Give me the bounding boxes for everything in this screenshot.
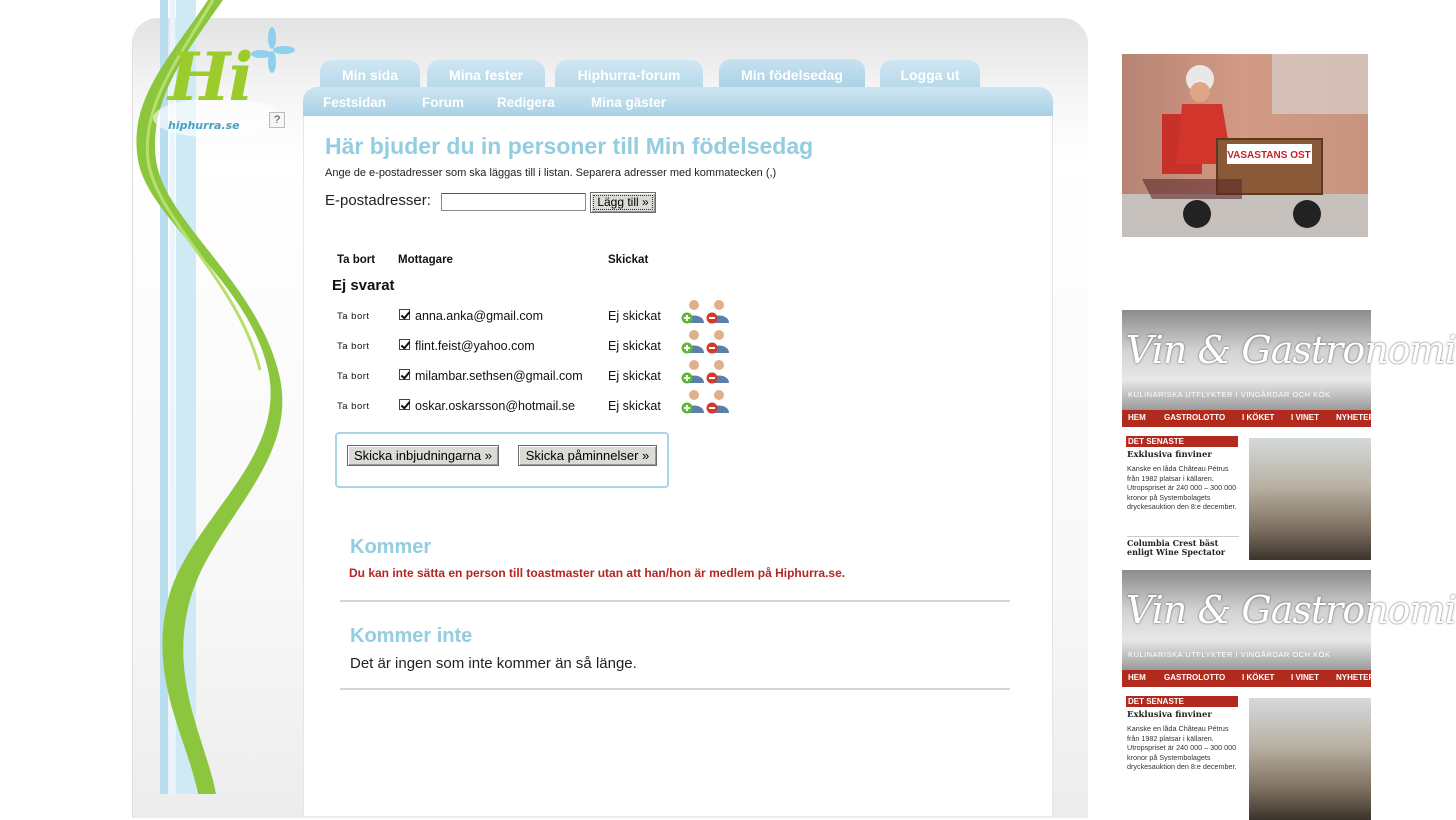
ad-vin-photo [1249,698,1371,820]
ad-vin-tagline: KULINARISKA UTFLYKTER I VINGÅRDAR OCH KÖK [1128,650,1331,659]
ad-vin-news-body: Kanske en låda Château Pétrus från 1982 platsar i källaren. Utropspriset är 240 000 – 300 000 kronor på Systembolagets dryckesauktion den 8:e december. [1127,464,1237,512]
ad-vin-nav [1122,670,1375,687]
tab-min-sida[interactable]: Min sida [320,60,420,88]
sent-status: Ej skickat [608,339,661,353]
header-sent: Skickat [608,254,649,266]
scooter-sign-text: VASASTANS OST [1227,150,1311,161]
header-recipient: Mottagare [398,254,453,266]
table-row [330,302,750,332]
ad-vin-news-head: DET SENASTE [1126,696,1238,707]
ad-vin-news-title[interactable]: Exklusiva finviner [1127,450,1212,460]
header-remove: Ta bort [337,254,376,266]
divider [340,600,1010,602]
intro-text: Ange de e-postadresser som ska läggas till i listan. Separera adresser med kommatecken (,) [325,167,777,179]
subtab-mina-gaster[interactable]: Mina gäster [591,95,667,110]
email-label: E-postadresser: [325,192,431,209]
subtab-festsidan[interactable]: Festsidan [323,95,387,110]
logo[interactable]: Hi [168,38,252,116]
ad-vin-nav-item[interactable]: NYHETER [1336,673,1375,682]
sub-navigation [303,87,1053,117]
ad-vin-news-title[interactable]: Exklusiva finviner [1127,710,1212,720]
not-coming-title: Kommer inte [350,625,473,647]
ad-vin-photo [1249,438,1371,560]
remove-link[interactable]: Ta bort [337,371,370,382]
ad-vin-nav-item[interactable]: GASTROLOTTO [1164,413,1226,422]
add-person-icon[interactable] [681,389,703,415]
sent-status: Ej skickat [608,309,661,323]
logo-subtext: hiphurra.se [168,119,240,132]
ad-vin-nav-item[interactable]: GASTROLOTTO [1164,673,1226,682]
coming-error-message: Du kan inte sätta en person till toastmaster utan att han/hon är medlem på Hiphurra.se. [349,566,846,580]
subtab-forum[interactable]: Forum [422,95,464,110]
page-title: Här bjuder du in personer till Min födelsedag [325,133,814,159]
section-not-answered: Ej svarat [332,277,395,294]
ad-vin-nav-item[interactable]: I VINET [1291,673,1320,682]
remove-link[interactable]: Ta bort [337,341,370,352]
tab-hiphurra-forum[interactable]: Hiphurra-forum [555,60,703,88]
remove-link[interactable]: Ta bort [337,401,370,412]
ad-vin-news-more[interactable]: Columbia Crest bäst enligt Wine Spectator [1127,536,1239,557]
ad-vin-tagline: KULINARISKA UTFLYKTER I VINGÅRDAR OCH KÖK [1128,390,1331,399]
tab-mina-fester[interactable]: Mina fester [427,60,545,88]
coming-title: Kommer [350,536,432,558]
ad-vin-nav [1122,410,1375,427]
add-person-icon[interactable] [681,299,703,325]
sent-status: Ej skickat [608,369,661,383]
remove-person-icon[interactable] [706,299,728,325]
sent-status: Ej skickat [608,399,661,413]
recipient-email: anna.anka@gmail.com [415,309,544,323]
send-reminders-button[interactable]: Skicka påminnelser » [518,445,657,466]
email-input[interactable] [441,193,586,211]
recipient-email: flint.feist@yahoo.com [415,339,535,353]
ad-vin-gastronomi[interactable] [1122,570,1456,794]
help-icon[interactable]: ? [269,112,285,128]
add-person-icon[interactable] [681,359,703,385]
remove-link[interactable]: Ta bort [337,311,370,322]
recipient-checkbox[interactable] [399,399,410,410]
recipient-checkbox[interactable] [399,339,410,350]
ad-vin-news-head: DET SENASTE [1126,436,1238,447]
recipient-checkbox[interactable] [399,309,410,320]
ad-vin-nav-item[interactable]: HEM [1128,673,1146,682]
recipient-checkbox[interactable] [399,369,410,380]
recipient-email: milambar.sethsen@gmail.com [415,369,583,383]
ad-vin-nav-item[interactable]: I VINET [1291,413,1320,422]
ad-vin-news-body: Kanske en låda Château Pétrus från 1982 platsar i källaren. Utropspriset är 240 000 – 300 000 kronor på Systembolagets dryckesauktion den 8:e december. [1127,724,1237,772]
remove-person-icon[interactable] [706,389,728,415]
ad-vin-logo: Vin & Gastronomi [1126,588,1456,632]
recipient-email: oskar.oskarsson@hotmail.se [415,399,575,413]
ad-vin-gastronomi[interactable] [1122,310,1456,560]
table-row [330,332,750,362]
add-person-icon[interactable] [681,329,703,355]
table-row [330,392,750,422]
ad-vin-nav-item[interactable]: HEM [1128,413,1146,422]
table-row [330,362,750,392]
tab-min-fodelsedag[interactable]: Min födelsedag [719,59,865,89]
remove-person-icon[interactable] [706,359,728,385]
ad-vin-logo: Vin & Gastronomi [1126,328,1456,372]
not-coming-text: Det är ingen som inte kommer än så länge. [350,655,637,672]
send-invites-button[interactable]: Skicka inbjudningarna » [347,445,499,466]
ad-scooter-image[interactable] [1122,54,1368,237]
add-button[interactable]: Lägg till » [590,192,656,213]
divider [340,688,1010,690]
remove-person-icon[interactable] [706,329,728,355]
tab-logga-ut[interactable]: Logga ut [880,60,980,88]
ad-vin-nav-item[interactable]: NYHETER [1336,413,1375,422]
ad-vin-nav-item[interactable]: I KÖKET [1242,673,1275,682]
subtab-redigera[interactable]: Redigera [497,95,555,110]
ad-vin-nav-item[interactable]: I KÖKET [1242,413,1275,422]
